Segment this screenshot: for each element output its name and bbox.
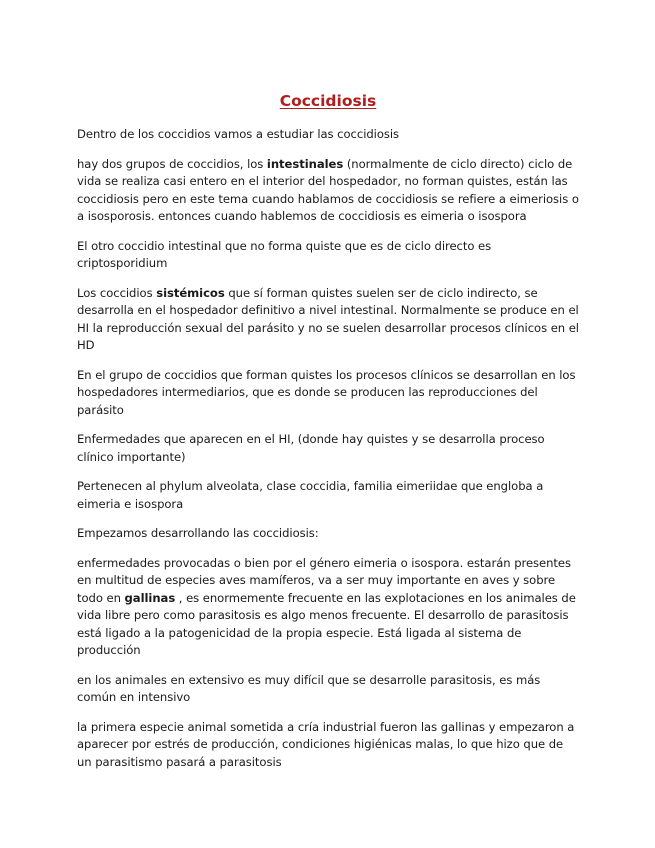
paragraph: [77, 431, 579, 466]
document-title: Coccidiosis: [279, 92, 377, 110]
text-segment: la primera especie animal sometida a cría industrial fueron las gallinas y empezaron a aparecer por estrés de producción, condiciones higiénicas malas, lo que hizo que de un parasitismo pasará a parasitosis: [77, 719, 575, 769]
text-segment: hay dos grupos de coccidios, los: [77, 156, 267, 171]
paragraph: [77, 156, 579, 226]
document-body: [77, 126, 579, 771]
bold-term: gallinas: [124, 590, 176, 605]
paragraph: [77, 285, 579, 355]
text-segment: que sí forman quistes suelen ser de ciclo indirecto, se desarrolla en el hospedador definitivo a nivel intestinal. Normalmente se produce en el HI la reproducción sexual del parásito y no se suelen desarrollar procesos clínicos en el HD: [77, 285, 579, 352]
paragraph: [77, 126, 579, 144]
paragraph: [77, 525, 579, 543]
text-segment: En el grupo de coccidios que forman quistes los procesos clínicos se desarrollan en los hospedadores intermediarios, que es donde se producen las reproducciones del parásito: [77, 367, 576, 417]
text-segment: Pertenecen al phylum alveolata, clase coccidia, familia eimeriidae que engloba a eimeria e isospora: [77, 479, 544, 511]
paragraph: [77, 719, 579, 772]
text-segment: Empezamos desarrollando las coccidiosis:: [77, 526, 319, 540]
paragraph: [77, 672, 579, 707]
paragraph: [77, 238, 579, 273]
bold-term: sistémicos: [156, 285, 225, 300]
document-page: [77, 90, 579, 783]
text-segment: (normalmente de ciclo directo) ciclo de vida se realiza casi entero en el interior del hospedador, no forman quistes, están las coccidiosis pero en este tema cuando hablamos de coccidiosis se refiere a eimeriosis o a isosporosis. entonces cuando hablemos de coccidiosis es eimeria o isospora: [77, 156, 579, 223]
text-segment: enfermedades provocadas o bien por el género eimeria o isospora. estarán presentes en multitud de especies aves mamíferos, va a ser muy importante en aves y sobre todo en: [77, 555, 571, 605]
text-segment: El otro coccidio intestinal que no forma quiste que es de ciclo directo es criptosporidium: [77, 238, 492, 270]
paragraph: [77, 367, 579, 420]
text-segment: Los coccidios: [77, 285, 157, 300]
text-segment: , es enormemente frecuente en las explotaciones en los animales de vida libre pero como parasitosis es algo menos frecuente. El desarrollo de parasitosis está ligado a la patogenicidad de la propia especie. Está ligada al sistema de producción: [77, 590, 576, 657]
text-segment: Dentro de los coccidios vamos a estudiar las coccidiosis: [77, 127, 400, 141]
text-segment: en los animales en extensivo es muy difícil que se desarrolle parasitosis, es más común en intensivo: [77, 672, 541, 704]
paragraph: [77, 555, 579, 660]
paragraph: [77, 478, 579, 513]
text-segment: Enfermedades que aparecen en el HI, (donde hay quistes y se desarrolla proceso clínico importante): [77, 432, 545, 464]
bold-term: intestinales: [266, 156, 344, 171]
